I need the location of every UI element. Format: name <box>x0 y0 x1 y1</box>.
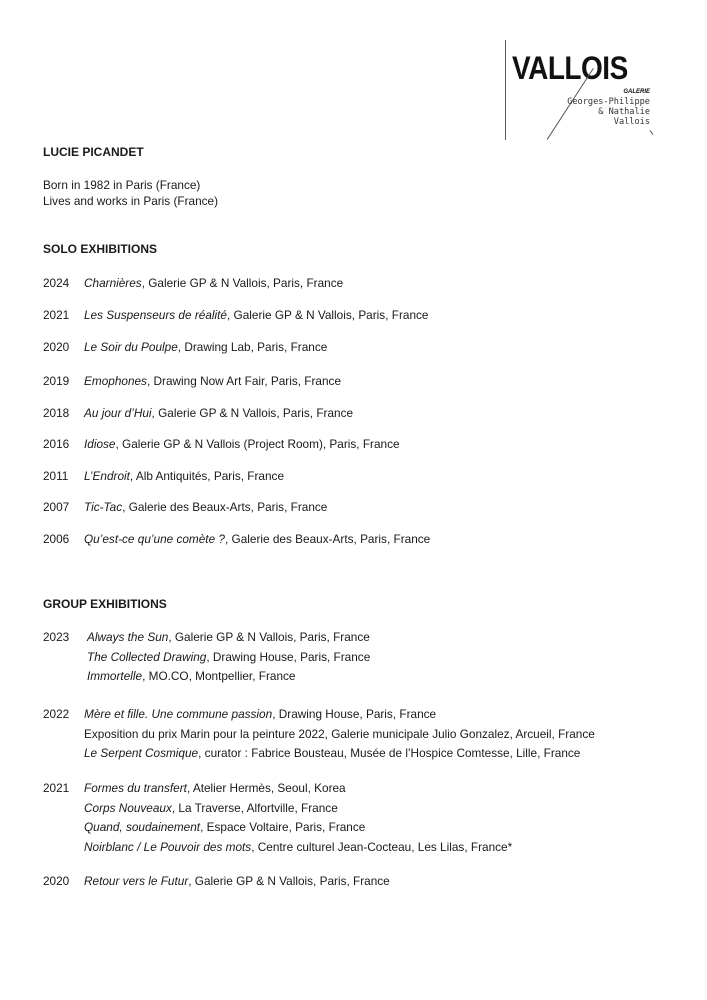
exhibition-title: The Collected Drawing <box>87 649 207 664</box>
exhibition-details: , curator : Fabrice Bousteau, Musée de l’Hospice Comtesse, Lille, France <box>198 746 581 760</box>
exhibition-title: Formes du transfert <box>84 781 187 795</box>
exhibition-title: Quand, soudainement <box>84 820 201 834</box>
exhibition-entry <box>84 781 346 795</box>
artist-name: LUCIE PICANDET <box>43 145 144 159</box>
exhibition-details: , Galerie GP & N Vallois (Project Room), Paris, France <box>115 437 400 451</box>
exhibition-details: , Centre culturel Jean-Cocteau, Les Lilas, France* <box>251 839 513 854</box>
exhibition-details: , Alb Antiquités, Paris, France <box>129 469 285 483</box>
exhibition-entry <box>84 340 327 354</box>
exhibition-entry <box>84 801 338 815</box>
exhibition-entry <box>84 746 580 760</box>
exhibition-details: , Drawing Now Art Fair, Paris, France <box>146 374 342 388</box>
exhibition-entry <box>87 630 370 644</box>
exhibition-year: 2016 <box>43 437 70 451</box>
exhibition-entry <box>87 650 370 664</box>
exhibition-year: 2023 <box>43 630 70 644</box>
exhibition-details: , Drawing Lab, Paris, France <box>177 340 328 354</box>
exhibition-title: Idiose <box>84 437 116 451</box>
exhibition-entry <box>84 276 343 290</box>
exhibition-entry <box>84 437 400 451</box>
logo-name: VALLOIS <box>512 50 628 86</box>
exhibition-year: 2020 <box>43 874 70 888</box>
exhibition-year: 2021 <box>43 781 70 795</box>
exhibition-entry <box>87 669 295 683</box>
exhibition-details: , Galerie GP & N Vallois, Paris, France <box>188 874 390 888</box>
exhibition-entry <box>84 500 327 514</box>
exhibition-details: , Galerie GP & N Vallois, Paris, France <box>226 308 429 322</box>
exhibition-title: Les Suspenseurs de réalité <box>84 308 227 322</box>
exhibition-title: Charnières <box>84 276 142 290</box>
exhibition-entry <box>84 820 365 834</box>
logo-tick <box>650 130 654 134</box>
logo-owner-line: Vallois <box>613 117 650 127</box>
exhibition-details: , Galerie GP & N Vallois, Paris, France <box>141 276 344 290</box>
group-heading: GROUP EXHIBITIONS <box>43 597 167 611</box>
exhibition-title: Corps Nouveaux <box>84 800 172 815</box>
exhibition-title: Au jour d’Hui <box>84 406 152 420</box>
logo-divider <box>505 40 506 140</box>
exhibition-entry <box>84 707 436 721</box>
exhibition-entry <box>84 532 430 546</box>
exhibition-entry <box>84 406 353 420</box>
solo-heading: SOLO EXHIBITIONS <box>43 242 158 256</box>
exhibition-year: 2018 <box>43 406 70 420</box>
exhibition-details: , Atelier Hermès, Seoul, Korea <box>186 781 346 795</box>
exhibition-details: , Galerie GP & N Vallois, Paris, France <box>168 630 370 644</box>
exhibition-title: Always the Sun <box>87 630 169 644</box>
exhibition-entry <box>84 727 595 741</box>
exhibition-entry <box>84 840 512 854</box>
exhibition-details: , Galerie des Beaux-Arts, Paris, France <box>225 532 431 546</box>
exhibition-details: , Drawing House, Paris, France <box>206 649 371 664</box>
exhibition-title: Retour vers le Futur <box>84 874 189 888</box>
exhibition-title: Le Soir du Poulpe <box>84 340 178 354</box>
logo-owner-line: Georges-Philippe <box>567 97 650 107</box>
logo-owner-line: & Nathalie <box>598 107 650 117</box>
artist-born: Born in 1982 in Paris (France) <box>43 178 201 192</box>
exhibition-details: Exposition du prix Marin pour la peinture 2022, Galerie municipale Julio Gonzalez, Arcueil, France <box>84 726 595 741</box>
logo-galerie: GALERIE <box>623 89 650 95</box>
exhibition-title: Tic-Tac <box>84 500 123 514</box>
artist-lives: Lives and works in Paris (France) <box>43 194 219 208</box>
exhibition-title: Emophones <box>84 374 147 388</box>
exhibition-details: , Espace Voltaire, Paris, France <box>200 820 366 834</box>
exhibition-entry <box>84 374 341 388</box>
exhibition-details: , Galerie des Beaux-Arts, Paris, France <box>122 500 328 514</box>
exhibition-details: , MO.CO, Montpellier, France <box>142 669 296 683</box>
exhibition-details: , Galerie GP & N Vallois, Paris, France <box>151 406 354 420</box>
exhibition-year: 2020 <box>43 340 70 354</box>
exhibition-title: Le Serpent Cosmique <box>84 746 199 760</box>
exhibition-details: , La Traverse, Alfortville, France <box>171 800 338 815</box>
exhibition-year: 2022 <box>43 707 70 721</box>
exhibition-title: L’Endroit <box>84 469 130 483</box>
exhibition-entry <box>84 308 428 322</box>
exhibition-year: 2019 <box>43 374 70 388</box>
exhibition-details: , Drawing House, Paris, France <box>272 707 437 721</box>
gallery-logo <box>505 40 655 150</box>
exhibition-title: Qu’est-ce qu’une comète ? <box>84 532 225 546</box>
exhibition-year: 2021 <box>43 308 70 322</box>
exhibition-entry <box>84 874 390 888</box>
exhibition-title: Mère et fille. Une commune passion <box>84 707 273 721</box>
exhibition-entry <box>84 469 284 483</box>
exhibition-title: Noirblanc / Le Pouvoir des mots <box>84 839 252 854</box>
exhibition-year: 2006 <box>43 532 70 546</box>
exhibition-year: 2007 <box>43 500 70 514</box>
exhibition-year: 2011 <box>43 469 69 483</box>
logo-subtitle <box>567 88 650 127</box>
exhibition-title: Immortelle <box>87 669 143 683</box>
exhibition-year: 2024 <box>43 276 70 290</box>
